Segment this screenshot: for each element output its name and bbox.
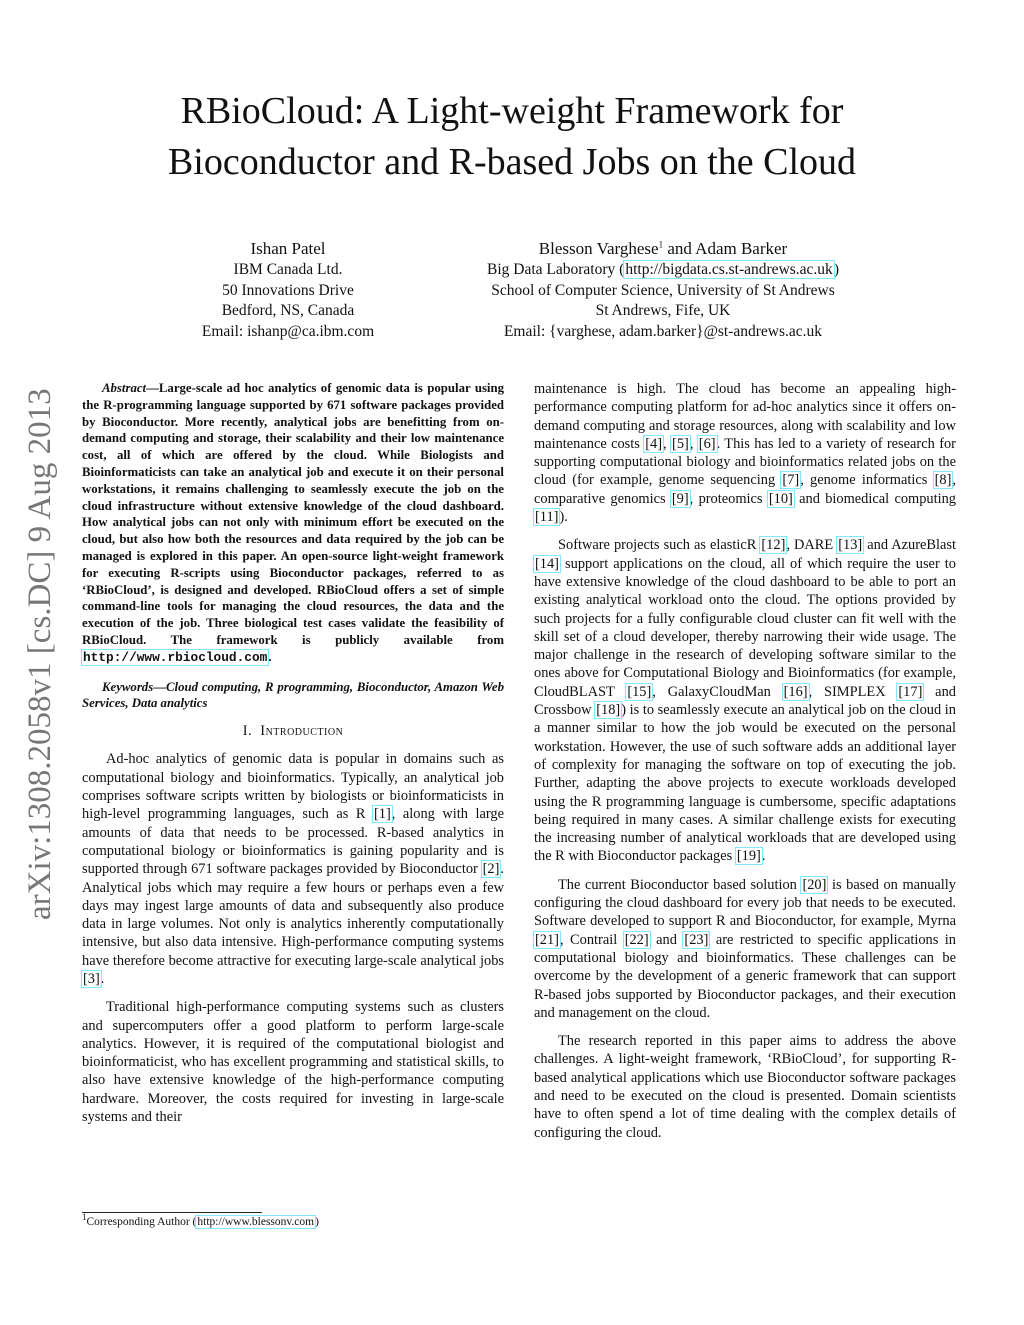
intro-paragraph-2: Traditional high-performance computing systems such as clusters and supercomputers offer a good platform to perform large-scale analytics. However, it is required of the computational biologist and bioinformaticist, who has excellent programming and statistical skills, to also have extensive knowledge of the high-performance computing hardware. Moreover, the costs required for investing in large-scale systems and their [82,999,504,1126]
author-affil-right-2: School of Computer Science, University of St Andrews [491,281,835,299]
arxiv-identifier: arXiv:1308.2058v1 [cs.DC] 9 Aug 2013 [22,388,58,920]
citation-link[interactable]: [5] [672,435,689,452]
citation-link[interactable]: [17] [898,683,923,700]
text-run: and AzureBlast [863,537,956,554]
text-run: is based on manually configuring the cloud dashboard for every job that needs to be executed. Software developed to support R and Bioconductor, for example, Myrna [534,876,956,930]
citation-link[interactable]: [15] [627,683,652,700]
rbiocloud-url-link[interactable]: http://www.rbiocloud.com [83,649,268,665]
paper-title [112,86,912,188]
text-run: support applications on the cloud, all of which require the user to have extensive knowledge of the cloud dashboard to be able to port an existing analytical workload onto the cloud. The options provided by such projects for a fully configurable cloud cluster can fit well with the skill set of a cloud developer, thereby narrowing their wide usage. The major challenge in the research of developing software similar to the ones above for Computational Biology and Bioinformatics (for example, CloudBLAST [534,555,956,700]
citation-link[interactable]: [9] [671,490,689,507]
section-title-rest: ntroduction [265,723,344,740]
author-names-right [438,238,888,260]
citation-link[interactable]: [14] [535,555,559,572]
text-run: . [100,971,105,987]
citation-link[interactable]: [19] [736,848,761,865]
citation-link[interactable]: [6] [698,435,716,452]
citation-link[interactable]: [8] [934,472,952,489]
text-run: , SIMPLEX [808,683,898,700]
text-run: , [689,435,698,452]
text-run: , genome informatics [800,472,934,489]
author-affil-left-3: Bedford, NS, Canada [221,302,355,320]
bigdata-lab-link[interactable]: http://bigdata.cs.st-andrews.ac.uk [625,261,833,278]
author-block-right [438,238,888,342]
footnote-divider [82,1212,262,1213]
affil-text-end: ) [833,261,839,278]
citation-link[interactable]: [13] [838,537,863,554]
footnote-end: ) [315,1216,319,1228]
text-run: , Contrail [559,931,624,948]
blessonv-link[interactable]: http://www.blessonv.com [197,1216,315,1228]
abstract-end: . [268,649,272,664]
author-footnote-marker[interactable]: 1 [658,239,664,250]
abstract-label: Abstract [102,381,147,395]
right-column [534,380,956,1152]
text-run: . [761,848,766,865]
keywords [82,679,504,713]
text-run: , comparative genomics [534,472,956,507]
author-name-left: Ishan Patel [250,239,326,258]
text-run: Software projects such as elasticR [558,537,761,554]
citation-link[interactable]: [18] [596,702,621,719]
text-run: , GalaxyCloudMan [652,683,783,700]
text-run: , proteomics [689,490,768,507]
intro-paragraph-1 [82,750,504,988]
citation-link[interactable]: [22] [624,931,649,948]
text-run: , DARE [786,537,838,554]
right-paragraph-3 [534,876,956,1022]
text-run: , [663,435,672,452]
section-heading-introduction [82,722,504,740]
footnote-text: Corresponding Author ( [86,1216,197,1228]
citation-link[interactable]: [2] [482,861,500,878]
text-run: Ad-hoc analytics of genomic data is popular in domains such as computational biology and bioinformatics. Typically, an analytical job comprises software scripts written by biologists or bioinformaticists in high-level programming languages, such as R [82,751,504,823]
footnote [82,1212,502,1230]
right-paragraph-1 [534,380,956,526]
author-name-varghese: Blesson Varghese [538,239,659,258]
text-run: and Crossbow [534,683,956,719]
citation-link[interactable]: [20] [802,876,827,893]
citation-link[interactable]: [16] [783,683,808,700]
text-run: ). [559,509,568,526]
citation-link[interactable]: [21] [535,931,559,948]
text-run: are restricted to specific applications in computational biology and bioinformatics. These challenges can be overcome by the development of a generic framework that can support R-based jobs supported by Bioconductor packages, and their execution and management on the cloud. [534,931,956,1021]
author-affil-left-2: 50 Innovations Drive [222,281,354,299]
keywords-label: Keywords [102,679,154,694]
right-paragraph-2 [534,536,956,865]
citation-link[interactable]: [12] [761,537,786,554]
author-email-left: Email: ishanp@ca.ibm.com [201,322,375,340]
affil-text: Big Data Laboratory ( [487,261,625,278]
citation-link[interactable]: [4] [645,435,663,452]
text-run: and biomedical computing [793,490,956,507]
section-number: I. [242,723,253,740]
author-affil-right-3: St Andrews, Fife, UK [595,302,731,320]
section-title-initial: I [260,723,266,740]
author-email-right: Email: {varghese, adam.barker}@st-andrews.ac.uk [503,322,823,340]
abstract [82,380,504,667]
citation-link[interactable]: [7] [782,472,800,489]
left-column [82,380,504,1136]
citation-link[interactable]: [3] [83,971,100,987]
text-run: The current Bioconductor based solution [558,876,802,893]
keywords-text: —Cloud computing, R programming, Bioconductor, Amazon Web Services, Data analytics [82,679,504,711]
footnote-marker: 1 [82,1212,87,1223]
author-name-barker: and Adam Barker [663,239,788,258]
title-line-1: RBioCloud: A Light-weight Framework for [180,90,844,132]
text-run: . This has led to a variety of research for supporting computational biology and bioinformatics related jobs on the cloud (for example, genome sequencing [534,435,956,489]
text-run: , along with large amounts of data that needs to be processed. R-based analytics in computational biology or bioinformatics is gaining popularity and is supported through 671 software packages provided by Bioconductor [82,806,504,878]
citation-link[interactable]: [1] [373,806,391,823]
right-paragraph-4: The research reported in this paper aims to address the above challenges. A light-weight framework, ‘RBioCloud’, for supporting R-based analytical applications which use Bioconductor software packages and need to be executed on the cloud is presented. Domain scientists have to often spend a lot of time dealing with the complex details of configuring the cloud. [534,1033,956,1141]
title-line-2: Bioconductor and R-based Jobs on the Cloud [167,141,857,183]
author-affil-right-1 [438,260,888,281]
text-run: . Analytical jobs which may require a few hours or perhaps even a few days may ingest large amounts of data and subsequently also produce data in large volumes. Not only is analytics inherently computationally intensive, but also data intensive. High-performance computing systems have therefore become attractive for executing large-scale analytical jobs [82,861,504,969]
abstract-text: Large-scale ad hoc analytics of genomic data is popular using the R-programming language supported by 671 software packages provided by Bioconductor. More recently, analytical jobs are benefitting from on-demand computing and storage, their scalability and their low maintenance cost, all of which are offered by the cloud. While Biologists and Bioinformaticists can take an analytical job and execute it on their personal workstations, it remains challenging to seamlessly execute the job on the cloud infrastructure without extensive knowledge of the cloud dashboard. How analytical jobs can not only with minimum effort be executed on the cloud, but also how both the resources and data required by the job can be managed is explored in this paper. An open-source light-weight framework for executing R-scripts using Bioconductor packages, referred to as ‘RBioCloud’, is designed and developed. RBioCloud offers a set of simple command-line tools for managing the cloud resources, the data and the execution of the job. Three biological test cases validate the feasibility of RBioCloud. The framework is publicly available from [82,381,504,647]
text-run: and [649,931,684,948]
author-block-left [160,238,416,342]
citation-link[interactable]: [11] [535,509,559,526]
author-affil-left-1: IBM Canada Ltd. [233,261,343,278]
text-run: ) is to seamlessly execute an analytical job on the cloud in a manner similar to how the job would be executed on the personal workstation. However, the use of such software adds an additional layer of complexity for managing the software on top of executing the job. Further, adapting the above projects to execute workloads developed using the R programming language is cumbersome, specific adaptations being required in many cases. A similar challenge exists for executing the increasing number of analytical workloads that are developed using the R with Bioconductor packages [534,702,957,865]
text-run: maintenance is high. The cloud has become an appealing high-performance computing platform for ad-hoc analytics since it offers on-demand computing and storage resources, along with scalability and low maintenance costs [534,381,956,452]
citation-link[interactable]: [10] [768,490,793,507]
citation-link[interactable]: [23] [684,931,709,948]
abstract-dash: — [146,381,159,395]
